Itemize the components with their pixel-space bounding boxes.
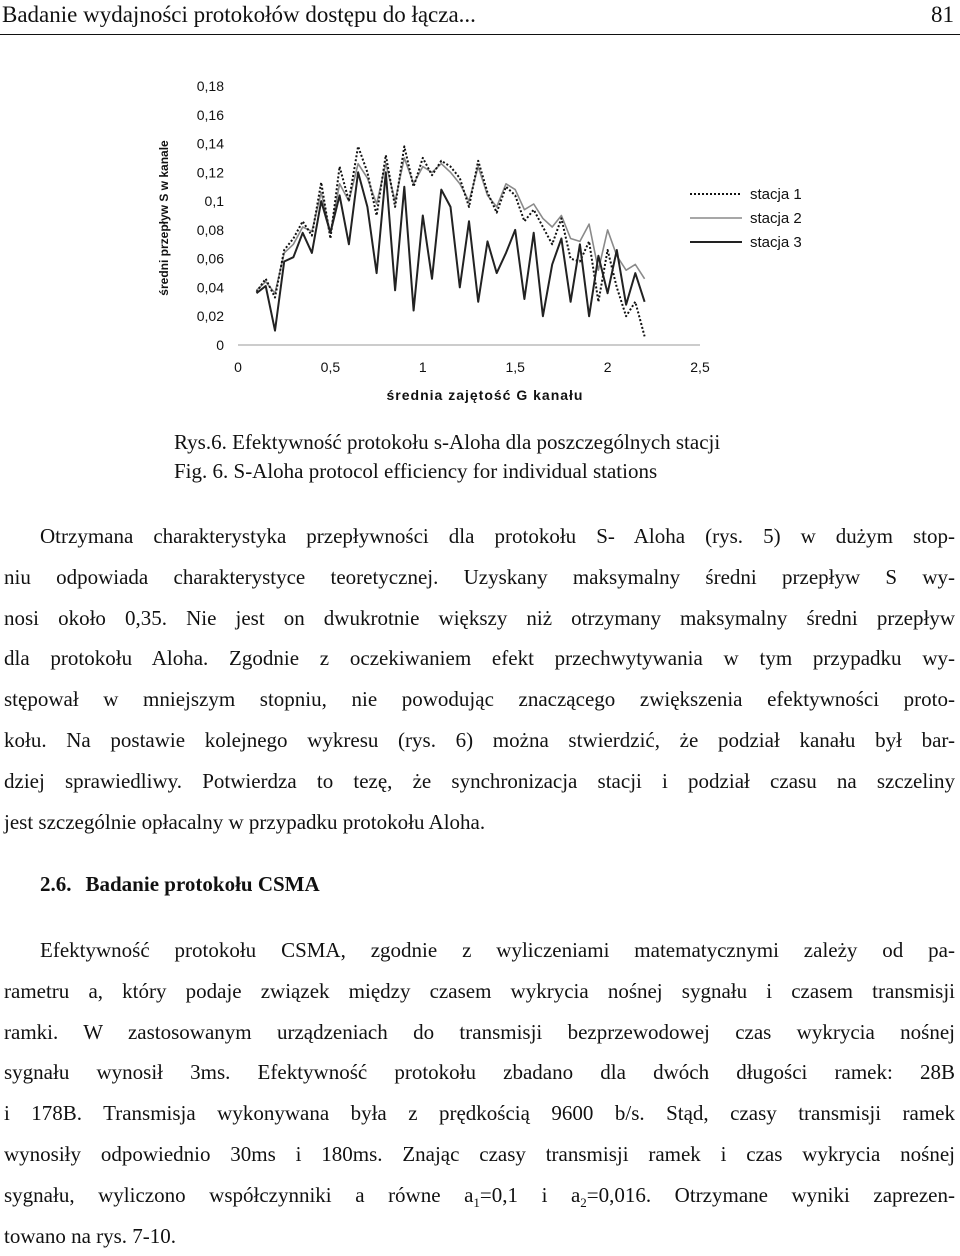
paragraph-line: Efektywność protokołu CSMA, zgodnie z wyliczeniami matematycznymi zależy od pa- (40, 938, 955, 962)
y-tick-label: 0,04 (196, 279, 224, 296)
paragraph-line: kołu. Na postawie kolejnego wykresu (rys. 6) można stwierdzić, że podział kanału był bar- (4, 727, 955, 752)
chart-legend (690, 186, 802, 251)
x-tick-label: 0 (234, 359, 242, 375)
y-tick-label: 0 (216, 337, 224, 353)
y-tick-label: 0,1 (204, 193, 224, 210)
y-tick-label: 0,12 (196, 164, 224, 181)
x-axis-label: średnia zajętość G kanału (386, 387, 584, 403)
paragraph-line: towano na rys. 7-10. (4, 1223, 177, 1248)
section-number: 2.6. (40, 872, 72, 896)
legend-label: stacja 1 (750, 186, 802, 203)
paragraph-line: rametru a, który podaje związek między czasem wykrycia nośnej sygnału i czasem transmisji (4, 978, 955, 1003)
paragraph-line: ramki. W zastosowanym urządzeniach do transmisji bezprzewodowej czas wykrycia nośnej (4, 1019, 955, 1044)
series-line-stacja-2 (257, 158, 645, 293)
y-axis-ticks (197, 78, 224, 353)
page-number: 81 (931, 2, 954, 27)
paragraph-line: sygnału, wyliczono współczynniki a równe $a_1=0,1$ i $a_2=0,016$. Otrzymane wyniki zaprezen- (4, 1182, 955, 1210)
paragraph-line: sygnału wynosił 3ms. Efektywność protokołu zbadano dla dwóch długości ramek: 28B (4, 1060, 955, 1085)
x-tick-label: 1 (418, 359, 427, 375)
y-tick-label: 0,16 (196, 106, 224, 123)
series-line-stacja-3 (257, 172, 645, 330)
efficiency-chart (150, 70, 840, 410)
x-tick-label: 2 (603, 359, 612, 375)
paragraph-line: stępował w mniejszym stopniu, nie powodując znaczącego zwiększenia efektywności proto- (4, 687, 955, 712)
paragraph-line: nosi około 0,35. Nie jest on dwukrotnie większy niż otrzymany maksymalny średni przepływ (4, 605, 955, 630)
paragraph-line: i 178B. Transmisja wykonywana była z prędkością 9600 b/s. Stąd, czasy transmisji ramek (4, 1101, 955, 1126)
y-tick-label: 0,14 (196, 135, 224, 152)
paragraph-2 (4, 930, 955, 1256)
series-layer (257, 146, 645, 336)
legend-label: stacja 3 (750, 234, 802, 251)
paragraph-line: Otrzymana charakterystyka przepływności dla protokołu S- Aloha (rys. 5) w dużym stop- (40, 524, 955, 548)
y-axis-label: średni przepływ S w kanale (157, 140, 171, 296)
paragraph-line: dziej sprawiedliwy. Potwierdza to tezę, że synchronizacja stacji i podział czasu na szczeliny (4, 768, 955, 793)
y-tick-label: 0,02 (196, 308, 224, 325)
paragraph-line: niu odpowiada charakterystyce teoretycznej. Uzyskany maksymalny średni przepływ S wy- (4, 564, 955, 589)
running-header (0, 0, 960, 35)
x-tick-label: 1,5 (505, 359, 525, 375)
y-tick-label: 0,08 (196, 221, 224, 238)
x-axis-ticks (234, 359, 710, 375)
paragraph-1 (4, 516, 955, 842)
running-title: Badanie wydajności protokołów dostępu do łącza... (2, 2, 476, 27)
x-tick-label: 2,5 (690, 359, 710, 375)
legend-label: stacja 2 (750, 210, 802, 227)
x-tick-label: 0,5 (320, 359, 341, 375)
figure-caption-pl: Rys.6. Efektywność protokołu s-Aloha dla poszczególnych stacji (174, 430, 721, 454)
y-tick-label: 0,06 (196, 250, 224, 267)
paragraph-line: dla protokołu Aloha. Zgodnie z oczekiwaniem efekt przechwytywania w tym przypadku wy- (4, 646, 955, 671)
paragraph-line: wynosiły odpowiednio 30ms i 180ms. Znając czasy transmisji ramek i czas wykrycia nośnej (4, 1141, 955, 1166)
figure-caption-en: Fig. 6. S-Aloha protocol efficiency for individual stations (174, 459, 658, 483)
section-heading (40, 872, 320, 897)
section-title: Badanie protokołu CSMA (85, 872, 320, 896)
paragraph-line: jest szczególnie opłacalny w przypadku protokołu Aloha. (4, 809, 486, 834)
y-tick-label: 0,18 (196, 78, 224, 94)
